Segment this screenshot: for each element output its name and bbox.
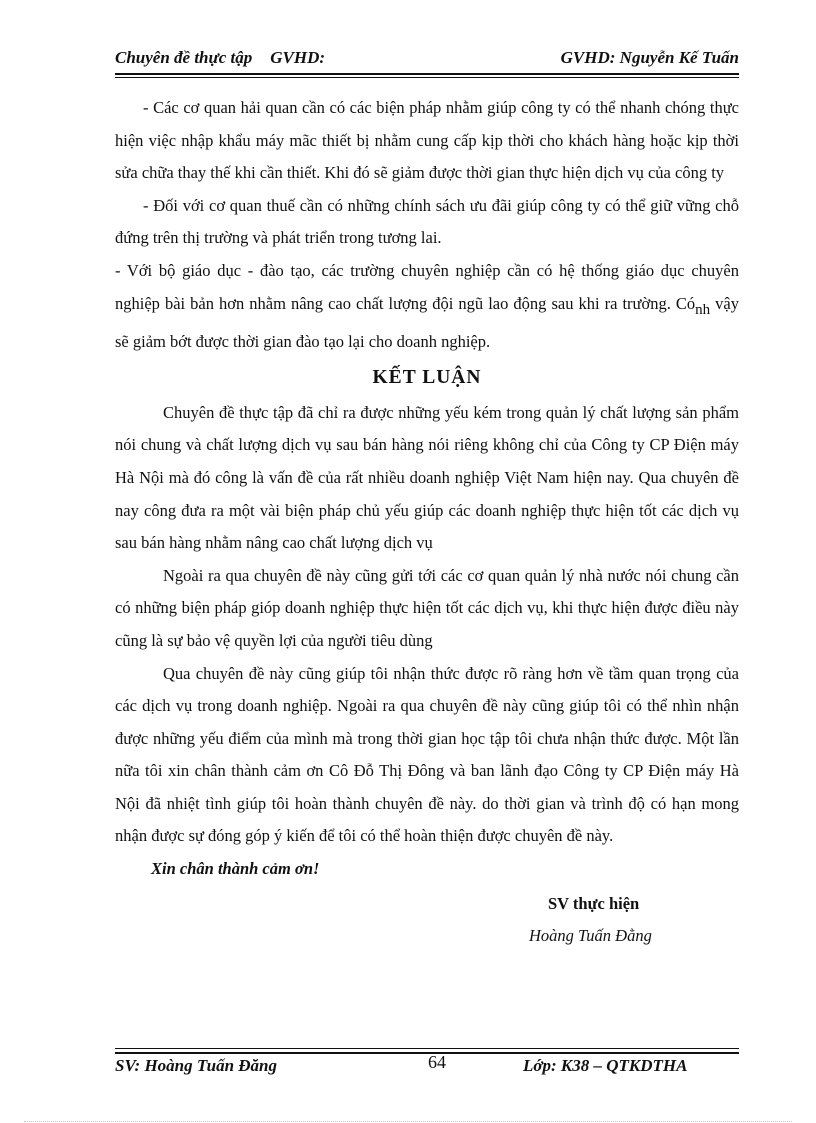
footer-rule-thin xyxy=(115,1048,739,1049)
conclusion-paragraph-1: Chuyên đề thực tập đã chỉ ra được những yếu kém trong quản lý chất lượng sản phẩm nói chung và chất lượng dịch vụ sau bán hàng nói riêng không chỉ của Công ty CP Điện máy Hà Nội mà đó công là vấn đề của rất nhiều doanh nghiệp Việt Nam hiện nay. Qua chuyên đề nay công đưa ra một vài biện pháp chủ yếu giúp các doanh nghiệp thực hiện tốt các dịch vụ sau bán hàng nhằm nâng cao chất lượng dịch vụ xyxy=(115,402,739,553)
recommendation-tax: - Đối với cơ quan thuế cần có những chính sách ưu đãi giúp công ty có thể giữ vững chỗ đứng trên thị trường và phát triển trong tương lai. xyxy=(115,195,739,248)
page-bottom-dotted-line xyxy=(24,1121,792,1122)
recommendation-education-tail: vậy sẽ giảm bớt được thời gian đào tạo lại cho doanh nghiệp. xyxy=(115,293,740,352)
footer-class: Lớp: K38 – QTKDTHA xyxy=(523,1056,688,1075)
header-gvhd-label: GVHD: xyxy=(270,48,326,67)
header-rule-thin xyxy=(115,77,739,78)
page-header xyxy=(115,48,739,72)
page-number: 64 xyxy=(428,1052,446,1072)
signature-label: SV thực hiện xyxy=(548,893,640,913)
recommendation-education-subscript: nh xyxy=(695,301,711,318)
header-rule-thick xyxy=(115,73,739,75)
header-report-title: Chuyên đề thực tập xyxy=(115,48,253,67)
conclusion-title: KẾT LUẬN xyxy=(372,366,482,388)
signature-name: Hoàng Tuấn Đằng xyxy=(529,926,652,946)
footer-student: SV: Hoàng Tuấn Đăng xyxy=(115,1056,278,1075)
recommendation-customs: - Các cơ quan hải quan cần có các biện pháp nhằm giúp công ty có thể nhanh chóng thực hiện việc nhập khẩu máy mãc thiết bị nhằm cung cấp kịp thời cho khách hàng hoặc kịp thời sửa chữa thay thế khi cần thiết. Khi đó sẽ giảm được thời gian thực hiện dịch vụ của công ty xyxy=(115,98,739,183)
recommendation-education-main: - Với bộ giáo dục - đào tạo, các trường chuyên nghiệp cần có hệ thống giáo dục chuyên nghiệp bài bản hơn nhằm nâng cao chất lượng đội ngũ lao động sau khi ra trường. Có xyxy=(115,260,739,313)
page-content xyxy=(115,92,739,953)
page-footer xyxy=(115,1054,739,1080)
recommendation-education xyxy=(115,255,739,359)
conclusion-paragraph-3: Qua chuyên đề này cũng giúp tôi nhận thức được rõ ràng hơn về tầm quan trọng của các dịch vụ trong doanh nghiệp. Ngoài ra qua chuyên đề này cũng giúp tôi có thể nhìn nhận được những yếu điểm của mình mà trong thời gian học tập tôi chưa nhận thức được. Một lần nữa tôi xin chân thành cảm ơn Cô Đỗ Thị Đông và ban lãnh đạo Công ty CP Điện máy Hà Nội đã nhiệt tình giúp tôi hoàn thành chuyên đề này. do thời gian và trình độ có hạn mong nhận được sự đóng góp ý kiến để tôi có thể hoàn thiện được chuyên đề này. xyxy=(115,663,739,846)
header-supervisor: GVHD: Nguyễn Kế Tuấn xyxy=(560,48,739,67)
conclusion-paragraph-2: Ngoài ra qua chuyên đề này cũng gửi tới các cơ quan quản lý nhà nước nói chung cần có những biện pháp gióp doanh nghiệp thực hiện tốt các dịch vụ, khi thực hiện được điều này cũng là sự bảo vệ quyền lợi của người tiêu dùng xyxy=(115,565,739,650)
header-left xyxy=(115,48,325,68)
thanks-line: Xin chân thành cảm ơn! xyxy=(151,859,320,879)
